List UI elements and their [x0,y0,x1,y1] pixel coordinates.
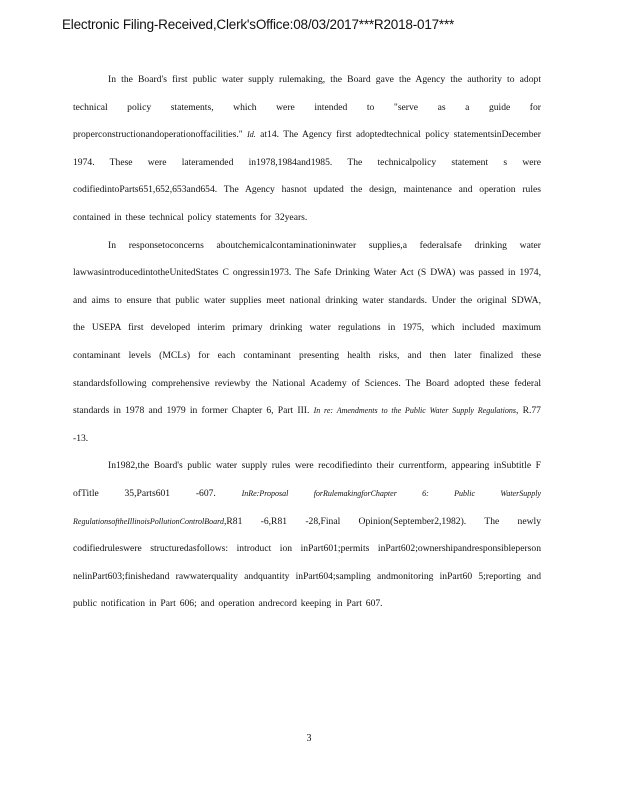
paragraph-2-citation: In re: Amendments to the Public Water Supply Regulations [313,406,516,416]
filing-header: Electronic Filing-Received,Clerk'sOffice:08/03/2017***R2018-017*** [62,17,455,32]
page-number: 3 [306,733,312,744]
paragraph-1-tail: at14. The Agency first adoptedtechnical policy statementsinDecember 1974. These were lateramended in1978,1984and1985. The technicalpolicy statement s were codifiedintoParts651,652,653and654. The Agency hasnot updated the design, maintenance and operation rules contained in these technical policy statements for 32years. [73,129,541,223]
document-body [73,66,541,618]
paragraph-3-text: In1982,the Board's public water supply rules were recodifiedinto their currentform, appearing inSubtitle F ofTitle 35,Parts601 -607. [73,460,541,499]
paragraph-2 [73,232,541,453]
paragraph-1 [73,66,541,232]
paragraph-3-citation: InRe:Proposal forRulemakingforChapter 6: Public WaterSupply RegulationsoftheIllinoisPollutionControlBoard [73,488,541,526]
paragraph-1-text: In the Board's first public water supply rulemaking, the Board gave the Agency the authority to adopt technical policy statements, which were intended to "serve as a guide for properconstructionandoperationoffacilities." [73,74,541,141]
paragraph-3-tail: ,R81 -6,R81 -28,Final Opinion(September2,1982). The newly codifiedruleswere structuredasfollows: introduct ion inPart601;permits inPart602;ownershipandresponsibleperson nelinPart603;finishedand rawwaterquality andquantity inPart604;sampling andmonitoring inPart60 5;reporting and public notification in Part 606; and operation andrecord keeping in Part 607. [73,515,541,610]
paragraph-1-citation: Id. [247,130,256,140]
paragraph-2-tail: , R.77 -13. [73,405,541,444]
paragraph-2-text: In responsetoconcerns aboutchemicalcontaminationinwater supplies,a federalsafe drinking water lawwasintroducedintotheUnitedStates C ongressin1973. The Safe Drinking Water Act (S DWA) was passed in 1974, and aims to ensure that public water supplies meet national drinking water standards. Under the original SDWA, the USEPA first developed interim primary drinking water regulations in 1975, which included maximum contaminant levels (MCLs) for each contaminant presenting health risks, and then later finalized these standardsfollowing comprehensive reviewby the National Academy of Sciences. The Board adopted these federal standards in 1978 and 1979 in former Chapter 6, Part III. [73,239,541,417]
paragraph-3 [73,452,541,618]
